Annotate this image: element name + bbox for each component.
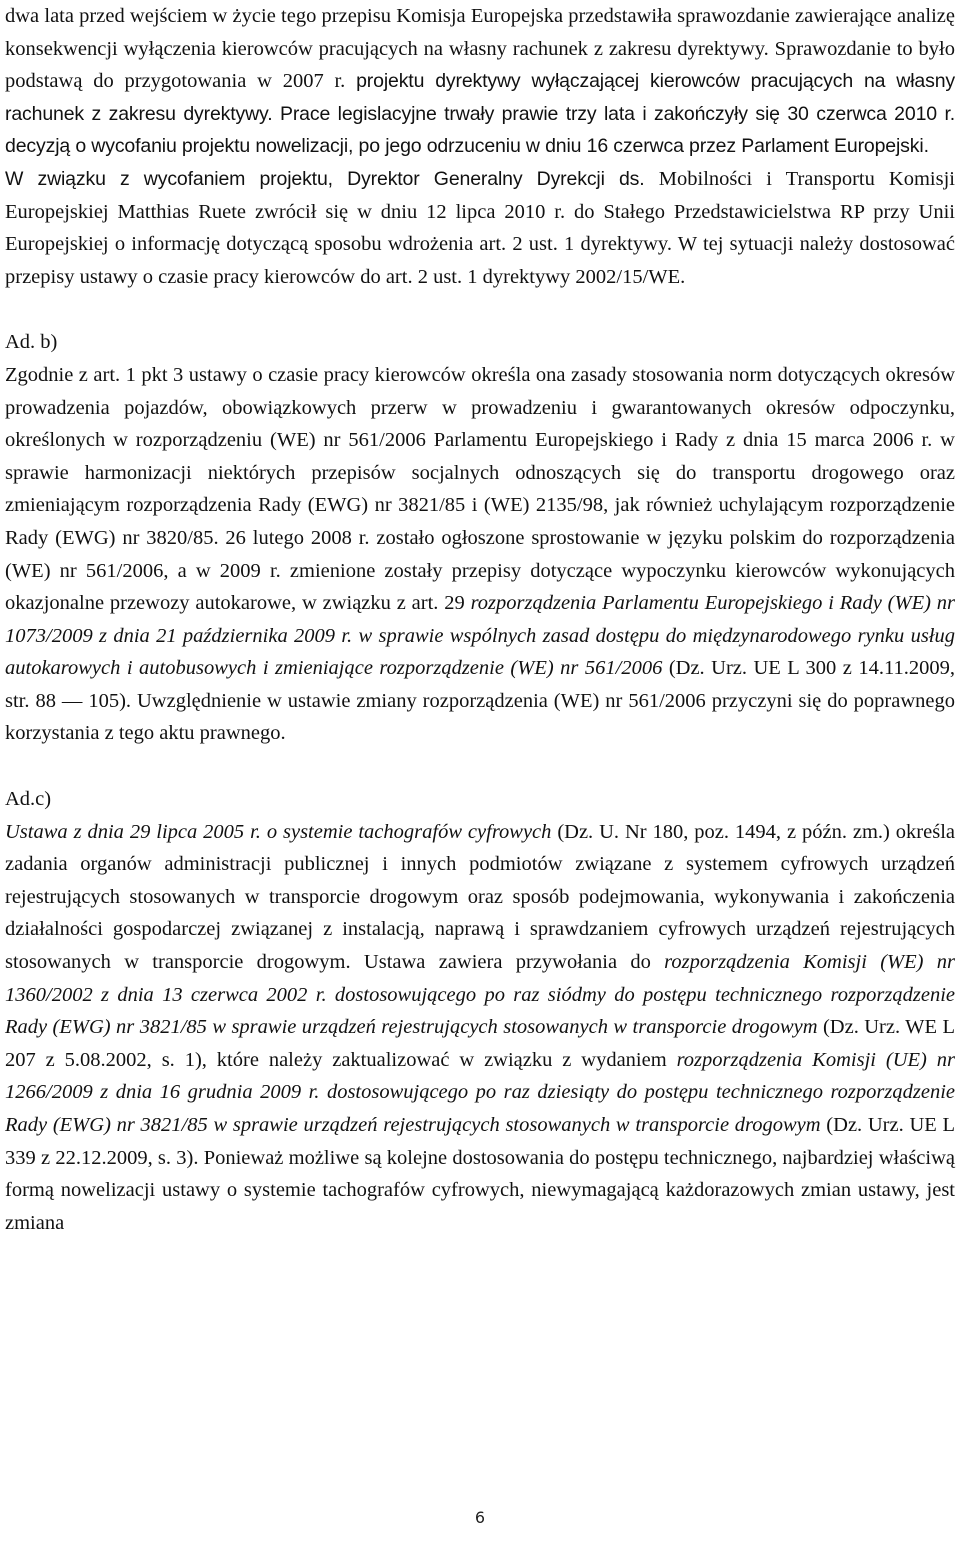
spacer (5, 293, 955, 326)
section-heading-c: Ad.c) (5, 788, 52, 811)
paragraph-driving-time: Zgodnie z art. 1 pkt 3 ustawy o czasie pracy kierowców określa ona zasady stosowania norm dotyczących okresów prowadzenia pojazdów, obowiązkowych przerw w prowadzeniu i gwarantowanych okresów odpoczynku, określonych w rozporządzeniu (WE) nr 561/2006 Parlamentu Europejskiego i Rady z dnia 15 marca 2006 r. w sprawie harmonizacji niektórych przepisów socjalnych odnoszących się do transportu drogowego oraz zmieniającym rozporządzenia Rady (EWG) nr 3821/85 i (WE) 2135/98, jak również uchylającym rozporządzenie Rady (EWG) nr 3820/85. 26 lutego 2008 r. zostało ogłoszone sprostowanie w języku polskim do rozporządzenia (WE) nr 561/2006, a w 2009 r. zmienione zostały przepisy dotyczące wypoczynku kierowców wykonujących okazjonalne przewozy autokarowe, w związku z art. 29 rozporządzenia Parlamentu Europejskiego i Rady (WE) nr 1073/2009 z dnia 21 października 2009 r. w sprawie wspólnych zasad dostępu do międzynarodowego rynku usług autokarowych i autobusowych i zmieniające rozporządzenie (WE) nr 561/2006 (Dz. Urz. UE L 300 z 14.11.2009, str. 88 — 105). Uwzględnienie w ustawie zmiany rozporządzenia (WE) nr 561/2006 przyczyni się do poprawnego korzystania z tego aktu prawnego. (5, 363, 955, 745)
page-number: 6 (474, 1508, 486, 1527)
spacer (5, 750, 955, 783)
paragraph-withdrawal: W związku z wycofaniem projektu, Dyrektor Generalny Dyrekcji ds. Mobilności i Transportu Komisji Europejskiej Matthias Ruete zwrócił się w dniu 12 lipca 2010 r. do Stałego Przedstawicielstwa RP przy Unii Europejskiej o informację dotyczącą sposobu wdrożenia art. 2 ust. 1 dyrektywy. W tej sytuacji należy dostosować przepisy ustawy o czasie pracy kierowców do art. 2 ust. 1 dyrektywy 2002/15/WE. (5, 167, 955, 288)
section-heading-b: Ad. b) (5, 331, 58, 354)
paragraph-tachograph-act: Ustawa z dnia 29 lipca 2005 r. o systemie tachografów cyfrowych (Dz. U. Nr 180, poz. 1494, z późn. zm.) określa zadania organów administracji publicznej i innych podmiotów związane z systemem cyfrowych urządzeń rejestrujących stosowanych w transporcie drogowym oraz sposób podejmowania, wykonywania i zakończenia działalności gospodarczej związanej z instalacją, naprawą i sprawdzaniem cyfrowych urządzeń rejestrujących stosowanych w transporcie drogowym. Ustawa zawiera przywołania do rozporządzenia Komisji (WE) nr 1360/2002 z dnia 13 czerwca 2002 r. dostosowującego po raz siódmy do postępu technicznego rozporządzenie Rady (EWG) nr 3821/85 w sprawie urządzeń rejestrujących stosowanych w transporcie drogowym (Dz. Urz. WE L 207 z 5.08.2002, s. 1), które należy zaktualizować w związku z wydaniem rozporządzenia Komisji (UE) nr 1266/2009 z dnia 16 grudnia 2009 r. dostosowującego po raz dziesiąty do postępu technicznego rozporządzenie Rady (EWG) nr 3821/85 w sprawie urządzeń rejestrujących stosowanych w transporcie drogowym (Dz. Urz. UE L 339 z 22.12.2009, s. 3). Ponieważ możliwe są kolejne dostosowania do postępu technicznego, najbardziej właściwą formą nowelizacji ustawy o systemie tachografów cyfrowych, niewymagającą każdorazowych zmian ustawy, jest zmiana (5, 820, 956, 1234)
document-page (5, 0, 955, 1239)
paragraph-commission-report: dwa lata przed wejściem w życie tego przepisu Komisja Europejska przedstawiła sprawozdanie zawierające analizę konsekwencji wyłączenia kierowców pracujących na własny rachunek z zakresu dyrektywy. Sprawozdanie to było podstawą do przygotowania w 2007 r. projektu dyrektywy wyłączającej kierowców pracujących na własny rachunek z zakresu dyrektywy. Prace legislacyjne trwały prawie trzy lata i zakończyły się 30 czerwca 2010 r. decyzją o wycofaniu projektu nowelizacji, po jego odrzuceniu w dniu 16 czerwca przez Parlament Europejski. (5, 5, 955, 158)
